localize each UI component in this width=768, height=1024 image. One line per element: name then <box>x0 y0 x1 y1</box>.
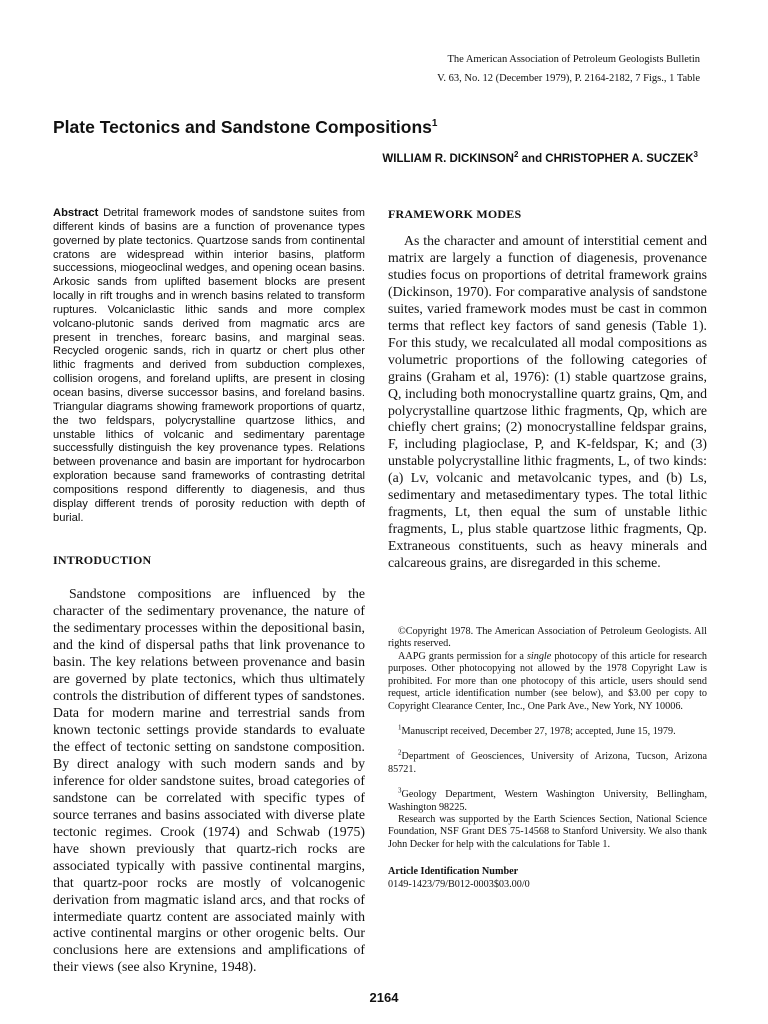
left-column <box>53 207 365 976</box>
footnote-3-text: Geology Department, Western Washington University, Bellingham, Washington 98225. <box>388 789 707 813</box>
article-id-value: 0149-1423/79/B012-0003$03.00/0 <box>388 878 530 890</box>
footnote-3 <box>388 786 707 814</box>
title-footnote-marker: 1 <box>431 118 438 130</box>
journal-name: The American Association of Petroleum Geologists Bulletin <box>447 54 700 65</box>
photocopy-permission <box>388 651 707 713</box>
right-column <box>388 207 707 891</box>
introduction-text: Sandstone compositions are influenced by the character of the sedimentary provenance, the nature of the sedimentary processes within the depositional basin, and the kind of dispersal paths that link provenance to basin. The key relations between provenance and basin are governed by plate tectonics, which thus ultimately controls the distribution of different types of sandstones. Data for modern marine and terrestrial sands from known tectonic settings provide standards to evaluate the effect of tectonic setting on sandstone composition. By direct analogy with such modern sands and by inference for older sandstone suites, broad categories of sandstone can be correlated with specific types of source terranes and basins associated with diverse plate tectonic regimes. Crook (1974) and Schwab (1975) have shown previously that quartz-rich rocks are associated typically with passive continental margins, that quartz-poor rocks are mostly of volcanogenic derivation from magmatic island arcs, and that rocks of intermediate quartz content are associated mainly with active continental margins or other orogenic belts. Our conclusions here are extensions and amplifications of their views (see also Krynine, 1948). <box>53 586 365 975</box>
journal-header <box>437 50 700 88</box>
introduction-heading: INTRODUCTION <box>53 553 152 568</box>
article-title-text: Plate Tectonics and Sandstone Compositions <box>53 117 432 137</box>
page-number: 2164 <box>369 990 399 1005</box>
abstract-text: Detrital framework modes of sandstone suites from different kinds of basins are a function of provenance types governed by plate tectonics. Quartzose sands from continental cratons are widespread within interior basins, platform successions, miogeoclinal wedges, and opening ocean basins. Arkosic sands from uplifted basement blocks are present locally in rift troughs and in wrench basins related to transform ruptures. Volcaniclastic lithic sands and more complex volcano-plutonic sands derived from magmatic arcs are present in trenches, forearc basins, and marginal seas. Recycled orogenic sands, rich in quartz or chert plus other lithic fragments and derived from subduction complexes, collision orogens, and foreland uplifts, are present in closing ocean basins, diverse successor basins, and foreland basins. Triangular diagrams showing framework proportions of quartz, the two feldspars, polycrystalline quartzose lithics, and unstable lithics of volcanic and sedimentary parentage successfully distinguish the key provenance types. Relations between provenance and basin are important for hydrocarbon exploration because sand frameworks of contrasting detrital compositions respond differently to diagenesis, and thus display different trends of porosity reduction with depth of burial. <box>53 207 365 524</box>
author-joiner: and <box>518 153 546 165</box>
author-1: WILLIAM R. DICKINSON <box>382 153 514 165</box>
author-2-marker: 3 <box>693 150 698 160</box>
footnote-1 <box>388 723 707 738</box>
footnote-2 <box>388 748 707 776</box>
article-title <box>53 117 437 138</box>
author-1-marker: 2 <box>514 150 519 160</box>
framework-modes-text: As the character and amount of interstitial cement and matrix are largely a function of diagenesis, provenance studies focus on proportions of detrital framework grains (Dickinson, 1970). For comparative analysis of sandstone suites, varied framework modes must be cast in common terms that reflect key factors of sand genesis (Table 1). For this study, we recalculated all modal compositions as volumetric proportions of the following categories of grains (Graham et al, 1976): (1) stable quartzose grains, Q, including both monocrystalline quartz grains, Qm, and polycrystalline quartzose lithic fragments, Qp, which are chiefly chert grains; (2) monocrystalline feldspar grains, F, including plagioclase, P, and K-feldspar, K; and (3) unstable polycrystalline lithic fragments, L, of two kinds: (a) Lv, volcanic and metavolcanic types, and (b) Ls, sedimentary and metasedimentary types. The total lithic fragments, Lt, then equal the sum of unstable lithic fragments, L, plus stable quartzose lithic fragments, Qp. Extraneous constituents, such as heavy minerals and calcareous grains, are disregarded in this scheme. <box>388 233 707 571</box>
footnotes <box>388 626 707 851</box>
permission-text-post: photocopy of this article for research purposes. Other photocopying not allowed by the 1978 Copyright Law is prohibited. For more than one photocopy of this article, users should send request, article identification number (see below), and $3.00 per copy to Copyright Clearance Center, Inc., One Park Ave., New York, NY 10006. <box>388 650 707 712</box>
copyright-notice: ©Copyright 1978. The American Association of Petroleum Geologists. All rights reserved. <box>388 626 707 650</box>
research-support-note: Research was supported by the Earth Sciences Section, National Science Foundation, NSF Grant DES 75-14568 to Stanford University. We also thank John Decker for help with the calculations for Table 1. <box>388 813 707 850</box>
abstract-lead: Abstract <box>53 207 99 219</box>
framework-modes-heading: FRAMEWORK MODES <box>388 207 522 221</box>
author-2: CHRISTOPHER A. SUCZEK <box>545 153 694 165</box>
article-id-label: Article Identification Number <box>388 866 519 878</box>
journal-citation: V. 63, No. 12 (December 1979), P. 2164-2182, 7 Figs., 1 Table <box>437 73 700 84</box>
footnote-1-marker: 1 <box>398 723 402 732</box>
permission-text-pre: AAPG grants permission for a <box>398 650 527 662</box>
footnote-2-text: Department of Geosciences, University of Arizona, Tucson, Arizona 85721. <box>388 751 707 775</box>
abstract <box>53 207 365 525</box>
author-list <box>382 150 698 165</box>
permission-emphasis: single <box>526 650 552 662</box>
footnote-2-marker: 2 <box>398 748 402 757</box>
footnote-1-text: Manuscript received, December 27, 1978; accepted, June 15, 1979. <box>401 725 676 737</box>
article-identification <box>388 866 707 891</box>
footnote-3-marker: 3 <box>398 786 402 795</box>
